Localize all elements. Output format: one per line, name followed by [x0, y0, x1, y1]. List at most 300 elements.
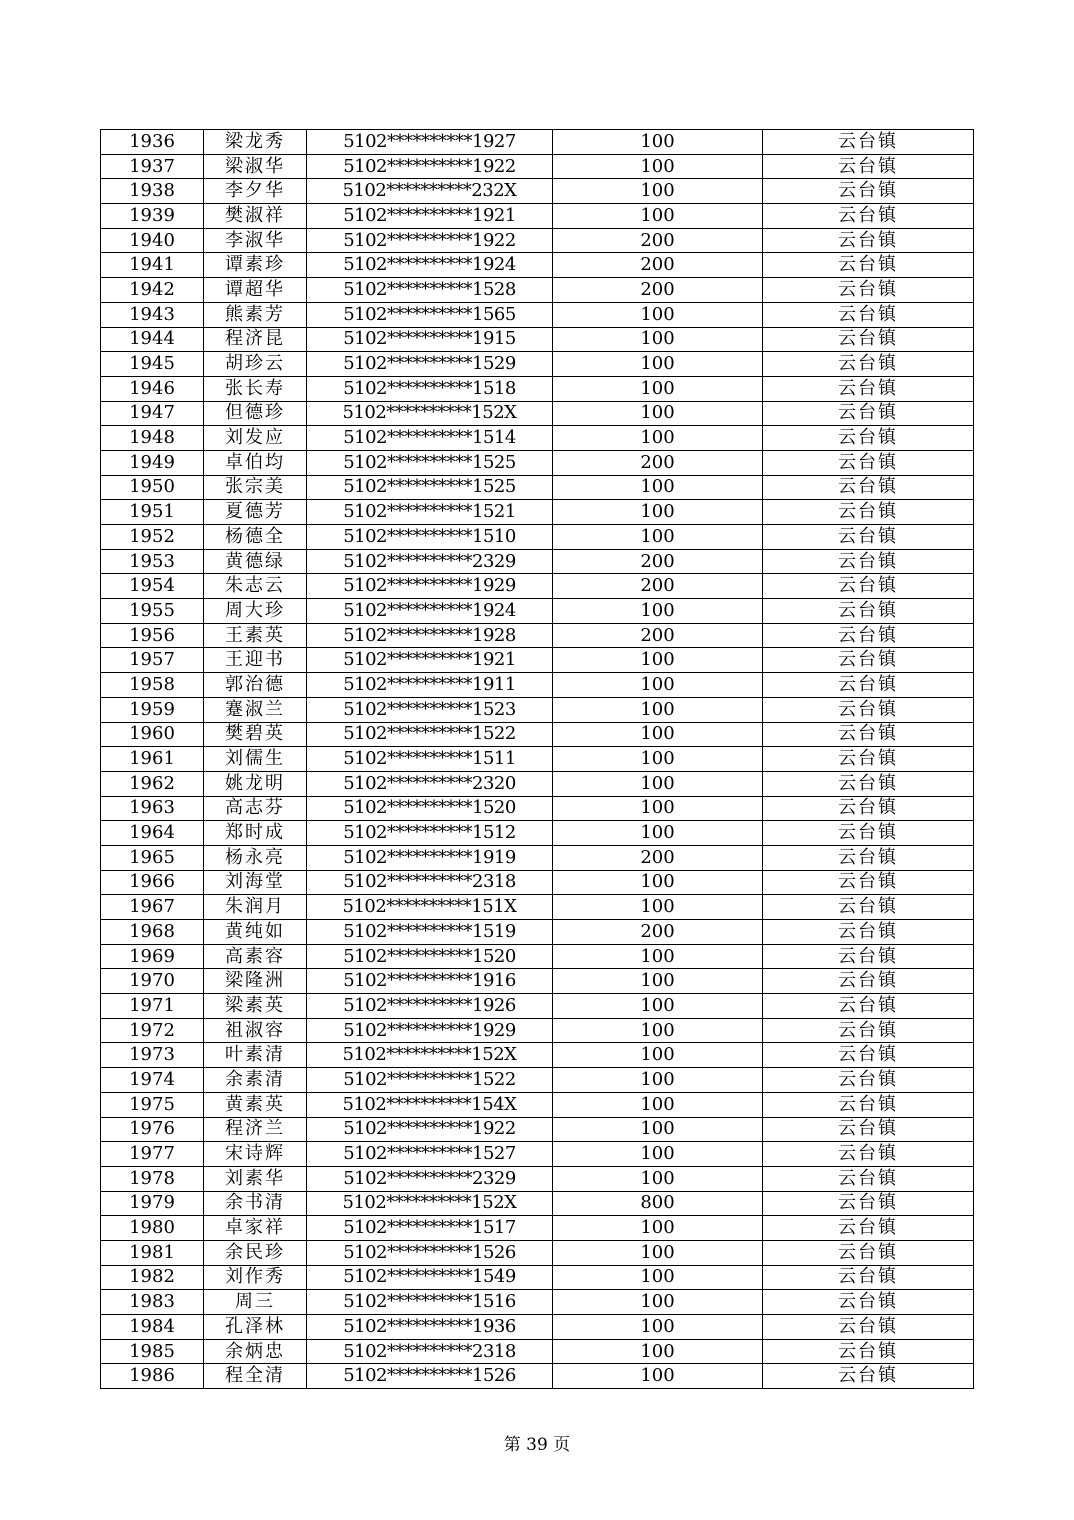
id-number-cell: 5102**********1929: [307, 1018, 553, 1043]
id-number-cell: 5102**********1523: [307, 697, 553, 722]
table-row: [101, 278, 974, 303]
name-cell: 郭治德: [204, 673, 307, 698]
town-cell: 云台镇: [763, 302, 974, 327]
amount-cell: 100: [553, 352, 763, 377]
amount-cell: 100: [553, 648, 763, 673]
id-number-cell: 5102**********1549: [307, 1265, 553, 1290]
town-cell: 云台镇: [763, 450, 974, 475]
table-row: [101, 1117, 974, 1142]
town-cell: 云台镇: [763, 352, 974, 377]
town-cell: 云台镇: [763, 1043, 974, 1068]
table-row: [101, 1142, 974, 1167]
id-number-cell: 5102**********1926: [307, 994, 553, 1019]
town-cell: 云台镇: [763, 845, 974, 870]
row-number-cell: 1940: [101, 228, 204, 253]
name-cell: 熊素芳: [204, 302, 307, 327]
name-cell: 李夕华: [204, 179, 307, 204]
table-row: [101, 747, 974, 772]
amount-cell: 100: [553, 1240, 763, 1265]
row-number-cell: 1954: [101, 574, 204, 599]
page-number: 第 39 页: [503, 1435, 571, 1455]
table-row: [101, 920, 974, 945]
name-cell: 姚龙明: [204, 771, 307, 796]
town-cell: 云台镇: [763, 376, 974, 401]
amount-cell: 100: [553, 1265, 763, 1290]
amount-cell: 100: [553, 1364, 763, 1389]
amount-cell: 100: [553, 673, 763, 698]
town-cell: 云台镇: [763, 179, 974, 204]
amount-cell: 100: [553, 1018, 763, 1043]
amount-cell: 100: [553, 969, 763, 994]
row-number-cell: 1969: [101, 944, 204, 969]
amount-cell: 100: [553, 204, 763, 229]
id-number-cell: 5102**********1929: [307, 574, 553, 599]
table-row: [101, 1068, 974, 1093]
name-cell: 周大珍: [204, 599, 307, 624]
id-number-cell: 5102**********2329: [307, 549, 553, 574]
id-number-cell: 5102**********1526: [307, 1240, 553, 1265]
name-cell: 刘海堂: [204, 870, 307, 895]
amount-cell: 100: [553, 1216, 763, 1241]
row-number-cell: 1962: [101, 771, 204, 796]
amount-cell: 100: [553, 722, 763, 747]
record-table: [100, 129, 974, 1389]
amount-cell: 100: [553, 1092, 763, 1117]
table-row: [101, 1315, 974, 1340]
town-cell: 云台镇: [763, 994, 974, 1019]
table-row: [101, 870, 974, 895]
id-number-cell: 5102**********1514: [307, 426, 553, 451]
town-cell: 云台镇: [763, 1092, 974, 1117]
table-row: [101, 1240, 974, 1265]
amount-cell: 100: [553, 1142, 763, 1167]
row-number-cell: 1950: [101, 475, 204, 500]
name-cell: 朱润月: [204, 895, 307, 920]
row-number-cell: 1949: [101, 450, 204, 475]
town-cell: 云台镇: [763, 697, 974, 722]
id-number-cell: 5102**********2318: [307, 1339, 553, 1364]
amount-cell: 200: [553, 920, 763, 945]
amount-cell: 200: [553, 450, 763, 475]
row-number-cell: 1939: [101, 204, 204, 229]
town-cell: 云台镇: [763, 401, 974, 426]
table-row: [101, 1216, 974, 1241]
row-number-cell: 1942: [101, 278, 204, 303]
id-number-cell: 5102**********232X: [307, 179, 553, 204]
id-number-cell: 5102**********152X: [307, 401, 553, 426]
row-number-cell: 1970: [101, 969, 204, 994]
record-table-body: [101, 130, 974, 1389]
row-number-cell: 1972: [101, 1018, 204, 1043]
row-number-cell: 1944: [101, 327, 204, 352]
row-number-cell: 1941: [101, 253, 204, 278]
id-number-cell: 5102**********1919: [307, 845, 553, 870]
name-cell: 周三: [204, 1290, 307, 1315]
town-cell: 云台镇: [763, 1216, 974, 1241]
town-cell: 云台镇: [763, 1191, 974, 1216]
town-cell: 云台镇: [763, 327, 974, 352]
id-number-cell: 5102**********1916: [307, 969, 553, 994]
amount-cell: 100: [553, 1117, 763, 1142]
town-cell: 云台镇: [763, 673, 974, 698]
town-cell: 云台镇: [763, 525, 974, 550]
row-number-cell: 1964: [101, 821, 204, 846]
town-cell: 云台镇: [763, 1265, 974, 1290]
amount-cell: 100: [553, 1339, 763, 1364]
table-row: [101, 253, 974, 278]
town-cell: 云台镇: [763, 475, 974, 500]
id-number-cell: 5102**********152X: [307, 1191, 553, 1216]
name-cell: 程济昆: [204, 327, 307, 352]
table-row: [101, 1290, 974, 1315]
amount-cell: 200: [553, 574, 763, 599]
town-cell: 云台镇: [763, 549, 974, 574]
town-cell: 云台镇: [763, 623, 974, 648]
row-number-cell: 1945: [101, 352, 204, 377]
town-cell: 云台镇: [763, 1018, 974, 1043]
amount-cell: 100: [553, 944, 763, 969]
name-cell: 张长寿: [204, 376, 307, 401]
name-cell: 卓伯均: [204, 450, 307, 475]
town-cell: 云台镇: [763, 1315, 974, 1340]
id-number-cell: 5102**********1519: [307, 920, 553, 945]
name-cell: 叶素清: [204, 1043, 307, 1068]
name-cell: 刘作秀: [204, 1265, 307, 1290]
table-row: [101, 1043, 974, 1068]
id-number-cell: 5102**********1521: [307, 500, 553, 525]
name-cell: 黄纯如: [204, 920, 307, 945]
table-row: [101, 302, 974, 327]
row-number-cell: 1938: [101, 179, 204, 204]
row-number-cell: 1985: [101, 1339, 204, 1364]
town-cell: 云台镇: [763, 821, 974, 846]
town-cell: 云台镇: [763, 1166, 974, 1191]
amount-cell: 100: [553, 475, 763, 500]
amount-cell: 100: [553, 327, 763, 352]
amount-cell: 100: [553, 426, 763, 451]
table-row: [101, 426, 974, 451]
id-number-cell: 5102**********1522: [307, 722, 553, 747]
row-number-cell: 1936: [101, 130, 204, 155]
row-number-cell: 1982: [101, 1265, 204, 1290]
id-number-cell: 5102**********1525: [307, 475, 553, 500]
town-cell: 云台镇: [763, 1142, 974, 1167]
id-number-cell: 5102**********154X: [307, 1092, 553, 1117]
amount-cell: 100: [553, 401, 763, 426]
table-row: [101, 845, 974, 870]
amount-cell: 100: [553, 1068, 763, 1093]
table-row: [101, 1339, 974, 1364]
row-number-cell: 1966: [101, 870, 204, 895]
amount-cell: 200: [553, 549, 763, 574]
town-cell: 云台镇: [763, 154, 974, 179]
row-number-cell: 1977: [101, 1142, 204, 1167]
row-number-cell: 1986: [101, 1364, 204, 1389]
table-row: [101, 130, 974, 155]
name-cell: 祖淑容: [204, 1018, 307, 1043]
name-cell: 刘素华: [204, 1166, 307, 1191]
id-number-cell: 5102**********1525: [307, 450, 553, 475]
table-row: [101, 673, 974, 698]
name-cell: 朱志云: [204, 574, 307, 599]
table-row: [101, 697, 974, 722]
id-number-cell: 5102**********1921: [307, 648, 553, 673]
town-cell: 云台镇: [763, 426, 974, 451]
table-row: [101, 599, 974, 624]
name-cell: 张宗美: [204, 475, 307, 500]
table-row: [101, 969, 974, 994]
row-number-cell: 1984: [101, 1315, 204, 1340]
town-cell: 云台镇: [763, 1364, 974, 1389]
row-number-cell: 1981: [101, 1240, 204, 1265]
amount-cell: 100: [553, 130, 763, 155]
town-cell: 云台镇: [763, 1068, 974, 1093]
town-cell: 云台镇: [763, 500, 974, 525]
id-number-cell: 5102**********1517: [307, 1216, 553, 1241]
town-cell: 云台镇: [763, 870, 974, 895]
row-number-cell: 1967: [101, 895, 204, 920]
id-number-cell: 5102**********1915: [307, 327, 553, 352]
row-number-cell: 1943: [101, 302, 204, 327]
amount-cell: 100: [553, 1043, 763, 1068]
id-number-cell: 5102**********1928: [307, 623, 553, 648]
amount-cell: 800: [553, 1191, 763, 1216]
amount-cell: 100: [553, 1315, 763, 1340]
town-cell: 云台镇: [763, 648, 974, 673]
row-number-cell: 1957: [101, 648, 204, 673]
amount-cell: 200: [553, 845, 763, 870]
table-row: [101, 401, 974, 426]
table-row: [101, 796, 974, 821]
id-number-cell: 5102**********2329: [307, 1166, 553, 1191]
row-number-cell: 1947: [101, 401, 204, 426]
table-row: [101, 179, 974, 204]
name-cell: 宋诗辉: [204, 1142, 307, 1167]
name-cell: 梁淑华: [204, 154, 307, 179]
amount-cell: 100: [553, 376, 763, 401]
table-row: [101, 771, 974, 796]
table-row: [101, 525, 974, 550]
name-cell: 谭素珍: [204, 253, 307, 278]
amount-cell: 100: [553, 525, 763, 550]
name-cell: 程济兰: [204, 1117, 307, 1142]
row-number-cell: 1963: [101, 796, 204, 821]
row-number-cell: 1958: [101, 673, 204, 698]
table-row: [101, 549, 974, 574]
table-row: [101, 1191, 974, 1216]
name-cell: 谭超华: [204, 278, 307, 303]
name-cell: 余书清: [204, 1191, 307, 1216]
row-number-cell: 1979: [101, 1191, 204, 1216]
name-cell: 梁龙秀: [204, 130, 307, 155]
table-row: [101, 204, 974, 229]
name-cell: 高素容: [204, 944, 307, 969]
id-number-cell: 5102**********1529: [307, 352, 553, 377]
table-row: [101, 500, 974, 525]
name-cell: 高志芬: [204, 796, 307, 821]
name-cell: 胡珍云: [204, 352, 307, 377]
town-cell: 云台镇: [763, 895, 974, 920]
row-number-cell: 1955: [101, 599, 204, 624]
row-number-cell: 1953: [101, 549, 204, 574]
name-cell: 樊淑祥: [204, 204, 307, 229]
table-row: [101, 895, 974, 920]
table-row: [101, 1018, 974, 1043]
row-number-cell: 1951: [101, 500, 204, 525]
table-row: [101, 722, 974, 747]
row-number-cell: 1978: [101, 1166, 204, 1191]
table-row: [101, 1364, 974, 1389]
name-cell: 余炳忠: [204, 1339, 307, 1364]
amount-cell: 100: [553, 500, 763, 525]
id-number-cell: 5102**********151X: [307, 895, 553, 920]
name-cell: 黄德绿: [204, 549, 307, 574]
name-cell: 梁素英: [204, 994, 307, 1019]
table-row: [101, 648, 974, 673]
row-number-cell: 1960: [101, 722, 204, 747]
town-cell: 云台镇: [763, 130, 974, 155]
id-number-cell: 5102**********1565: [307, 302, 553, 327]
town-cell: 云台镇: [763, 1339, 974, 1364]
town-cell: 云台镇: [763, 796, 974, 821]
name-cell: 刘儒生: [204, 747, 307, 772]
id-number-cell: 5102**********1924: [307, 253, 553, 278]
name-cell: 孔泽林: [204, 1315, 307, 1340]
amount-cell: 200: [553, 253, 763, 278]
name-cell: 王素英: [204, 623, 307, 648]
town-cell: 云台镇: [763, 1290, 974, 1315]
table-row: [101, 574, 974, 599]
table-row: [101, 994, 974, 1019]
name-cell: 郑时成: [204, 821, 307, 846]
row-number-cell: 1965: [101, 845, 204, 870]
town-cell: 云台镇: [763, 228, 974, 253]
name-cell: 樊碧英: [204, 722, 307, 747]
row-number-cell: 1971: [101, 994, 204, 1019]
town-cell: 云台镇: [763, 722, 974, 747]
row-number-cell: 1948: [101, 426, 204, 451]
amount-cell: 100: [553, 747, 763, 772]
town-cell: 云台镇: [763, 1240, 974, 1265]
amount-cell: 100: [553, 821, 763, 846]
name-cell: 程全清: [204, 1364, 307, 1389]
row-number-cell: 1959: [101, 697, 204, 722]
id-number-cell: 5102**********1516: [307, 1290, 553, 1315]
table-row: [101, 1166, 974, 1191]
amount-cell: 100: [553, 1166, 763, 1191]
amount-cell: 200: [553, 228, 763, 253]
amount-cell: 100: [553, 994, 763, 1019]
town-cell: 云台镇: [763, 969, 974, 994]
id-number-cell: 5102**********1512: [307, 821, 553, 846]
row-number-cell: 1946: [101, 376, 204, 401]
town-cell: 云台镇: [763, 920, 974, 945]
id-number-cell: 5102**********2318: [307, 870, 553, 895]
table-row: [101, 376, 974, 401]
town-cell: 云台镇: [763, 599, 974, 624]
id-number-cell: 5102**********1924: [307, 599, 553, 624]
id-number-cell: 5102**********152X: [307, 1043, 553, 1068]
town-cell: 云台镇: [763, 253, 974, 278]
town-cell: 云台镇: [763, 771, 974, 796]
name-cell: 蹇淑兰: [204, 697, 307, 722]
id-number-cell: 5102**********1936: [307, 1315, 553, 1340]
name-cell: 余民珍: [204, 1240, 307, 1265]
id-number-cell: 5102**********2320: [307, 771, 553, 796]
name-cell: 杨德全: [204, 525, 307, 550]
amount-cell: 100: [553, 870, 763, 895]
table-row: [101, 623, 974, 648]
row-number-cell: 1975: [101, 1092, 204, 1117]
row-number-cell: 1980: [101, 1216, 204, 1241]
town-cell: 云台镇: [763, 278, 974, 303]
amount-cell: 200: [553, 623, 763, 648]
amount-cell: 100: [553, 697, 763, 722]
id-number-cell: 5102**********1526: [307, 1364, 553, 1389]
row-number-cell: 1983: [101, 1290, 204, 1315]
id-number-cell: 5102**********1520: [307, 944, 553, 969]
row-number-cell: 1976: [101, 1117, 204, 1142]
name-cell: 梁隆洲: [204, 969, 307, 994]
name-cell: 夏德芳: [204, 500, 307, 525]
name-cell: 李淑华: [204, 228, 307, 253]
amount-cell: 100: [553, 771, 763, 796]
name-cell: 黄素英: [204, 1092, 307, 1117]
amount-cell: 100: [553, 599, 763, 624]
table-row: [101, 1092, 974, 1117]
row-number-cell: 1937: [101, 154, 204, 179]
town-cell: 云台镇: [763, 944, 974, 969]
id-number-cell: 5102**********1510: [307, 525, 553, 550]
amount-cell: 100: [553, 1290, 763, 1315]
row-number-cell: 1974: [101, 1068, 204, 1093]
id-number-cell: 5102**********1922: [307, 154, 553, 179]
name-cell: 余素清: [204, 1068, 307, 1093]
town-cell: 云台镇: [763, 574, 974, 599]
table-row: [101, 154, 974, 179]
amount-cell: 100: [553, 895, 763, 920]
table-row: [101, 821, 974, 846]
amount-cell: 100: [553, 796, 763, 821]
row-number-cell: 1952: [101, 525, 204, 550]
name-cell: 但德珍: [204, 401, 307, 426]
table-row: [101, 475, 974, 500]
id-number-cell: 5102**********1927: [307, 130, 553, 155]
row-number-cell: 1968: [101, 920, 204, 945]
id-number-cell: 5102**********1520: [307, 796, 553, 821]
row-number-cell: 1973: [101, 1043, 204, 1068]
amount-cell: 100: [553, 302, 763, 327]
town-cell: 云台镇: [763, 1117, 974, 1142]
table-row: [101, 944, 974, 969]
amount-cell: 100: [553, 179, 763, 204]
id-number-cell: 5102**********1921: [307, 204, 553, 229]
name-cell: 刘发应: [204, 426, 307, 451]
name-cell: 杨永亮: [204, 845, 307, 870]
id-number-cell: 5102**********1518: [307, 376, 553, 401]
table-row: [101, 1265, 974, 1290]
town-cell: 云台镇: [763, 747, 974, 772]
row-number-cell: 1956: [101, 623, 204, 648]
name-cell: 王迎书: [204, 648, 307, 673]
id-number-cell: 5102**********1922: [307, 228, 553, 253]
id-number-cell: 5102**********1922: [307, 1117, 553, 1142]
id-number-cell: 5102**********1511: [307, 747, 553, 772]
name-cell: 卓家祥: [204, 1216, 307, 1241]
amount-cell: 100: [553, 154, 763, 179]
table-row: [101, 352, 974, 377]
amount-cell: 200: [553, 278, 763, 303]
